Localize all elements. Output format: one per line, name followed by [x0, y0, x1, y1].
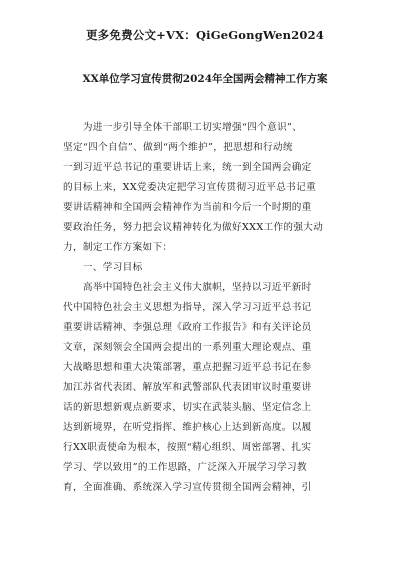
paragraph-line: 行XX职责使命为根本，按照“精心组织、周密部署、扎实	[63, 442, 312, 453]
paragraph-line: 高举中国特色社会主义伟大旗帜，坚持以习近平新时	[63, 282, 312, 293]
paragraph-line: 坚定“四个自信”、做到“两个维护”，把思想和行动统	[63, 142, 293, 153]
paragraph-line: 加江苏省代表团、解放军和武警部队代表团审议时重要讲	[63, 382, 312, 393]
paragraph-line: 达到新境界，在听党指挥、维护核心上达到新高度。以履	[63, 422, 312, 433]
intro-paragraph	[63, 118, 350, 498]
paragraph-line: 要讲话精神和全国两会精神作为当前和今后一个时期的重	[63, 202, 312, 213]
paragraph-line: 代中国特色社会主义思想为指导，深入学习习近平总书记	[63, 302, 312, 313]
paragraph-line: 为进一步引导全体干部职工切实增强“四个意识”、	[63, 122, 303, 133]
promo-banner: 更多免费公文+VX：QiGeGongWen2024	[85, 28, 325, 42]
paragraph-line: 话的新思想新观点新要求，切实在武装头脑、坚定信念上	[63, 402, 312, 413]
paragraph-line: 一到习近平总书记的重要讲话上来，统一到全国两会确定	[63, 162, 312, 173]
paragraph-line: 的目标上来，XX党委决定把学习宣传贯彻习近平总书记重	[63, 182, 317, 193]
document-title: XX单位学习宣传贯彻2024年全国两会精神工作方案	[82, 73, 328, 85]
paragraph-line: 大战略思想和重大决策部署，重点把握习近平总书记在参	[63, 362, 312, 373]
paragraph-line: 文章，深刻领会全国两会提出的一系列重大理论观点、重	[63, 342, 312, 353]
paragraph-line: 力，制定工作方案如下：	[63, 242, 173, 253]
paragraph-line: 学习、学以致用”的工作思路，广泛深入开展学习学习教	[63, 462, 307, 473]
paragraph-line: 要政治任务，努力把会议精神转化为做好XXX工作的强大动	[63, 222, 324, 233]
section-heading: 一、学习目标	[63, 262, 143, 273]
paragraph-line: 育，全面准确、系统深入学习宣传贯彻全国两会精神，引	[63, 482, 312, 493]
paragraph-line: 重要讲话精神、李强总理《政府工作报告》和有关评论员	[63, 322, 312, 333]
